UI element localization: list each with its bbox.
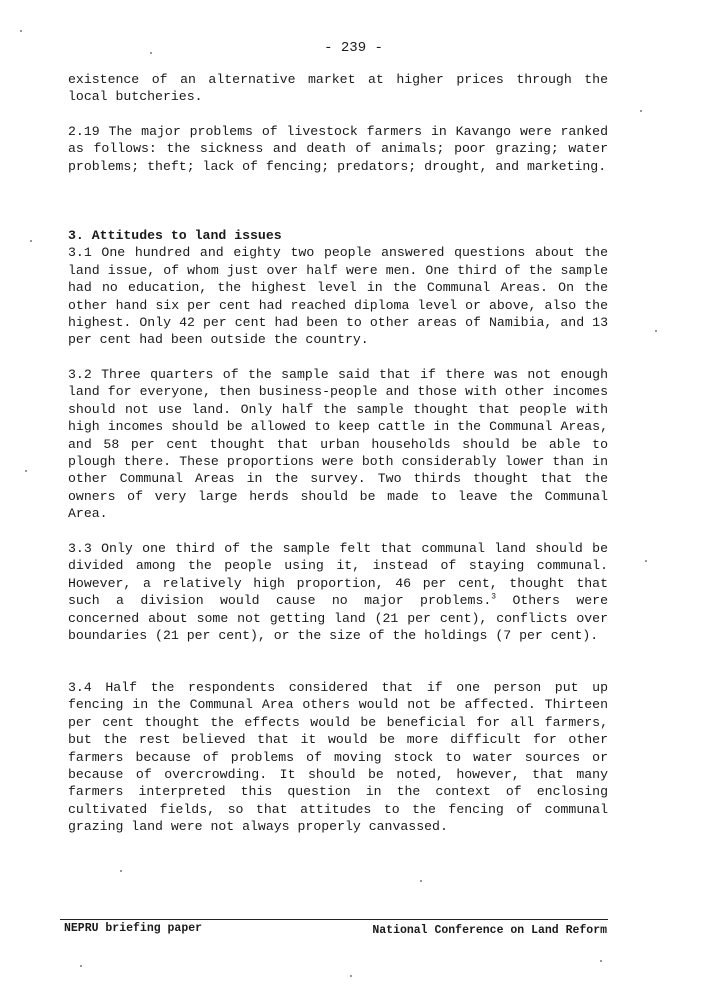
footer-right: National Conference on Land Reform — [372, 924, 607, 937]
page-number: - 239 - — [324, 40, 383, 56]
continuation-text: existence of an alternative market at higher prices through the local butcheries. — [68, 72, 608, 105]
paragraph-3-3-main: 3.3 Only one third of the sample felt that communal land should be divided among the people using it, instead of staying communal. However, a relatively high proportion, 46 per cent, thought that such a division would cause no major problems. — [68, 541, 608, 609]
scan-speck — [640, 110, 642, 112]
scan-speck — [655, 330, 657, 332]
section-3 — [68, 227, 608, 349]
scan-speck — [600, 960, 602, 962]
section-heading: 3. Attitudes to land issues — [68, 228, 282, 243]
scan-speck — [30, 240, 32, 242]
paragraph-3-2 — [68, 366, 608, 523]
footer-rule — [60, 919, 608, 920]
scan-speck — [20, 30, 22, 32]
paragraph-3-4 — [68, 679, 608, 836]
scan-speck — [25, 470, 27, 472]
scan-speck — [420, 880, 422, 882]
paragraph-3-3 — [68, 540, 608, 644]
paragraph-2-19 — [68, 123, 608, 175]
footer-left: NEPRU briefing paper — [64, 922, 203, 935]
paragraph-2-19-text: 2.19 The major problems of livestock farmers in Kavango were ranked as follows: the sickness and death of animals; poor grazing; water problems; theft; lack of fencing; predators; drought, and marketing. — [68, 124, 608, 174]
scan-speck — [80, 965, 82, 967]
scan-speck — [150, 52, 152, 54]
paragraph-3-3-rest: Others were concerned about some not getting land (21 per cent), conflicts over boundaries (21 per cent), or the size of the holdings (7 per cent). — [68, 593, 608, 644]
paragraph-3-3-text — [68, 540, 608, 644]
paragraph-3-4-text: 3.4 Half the respondents considered that if one person put up fencing in the Communal Area others would not be affected. Thirteen per cent thought the effects would be beneficial for all farmers, but the rest believed that it would be more difficult for other farmers because of problems of moving stock to water sources or because of overcrowding. It should be noted, however, that many farmers interpreted this question in the context of enclosing cultivated fields, so that attitudes to the fencing of communal grazing land were not always properly canvassed. — [68, 680, 608, 835]
paragraph-3-1: 3.1 One hundred and eighty two people answered questions about the land issue, of whom just over half were men. One third of the sample had no education, the highest level in the Communal Areas. On the other hand six per cent had reached diploma level or above, also the highest. Only 42 per cent had been to other areas of Namibia, and 13 per cent had been outside the country. — [68, 245, 608, 348]
continuation-paragraph — [68, 71, 608, 106]
scan-speck — [645, 560, 647, 562]
paragraph-3-2-text: 3.2 Three quarters of the sample said that if there was not enough land for everyone, then business-people and those with other incomes should not use land. Only half the sample thought that people with high incomes should be allowed to keep cattle in the Communal Areas, and 58 per cent thought that urban households should be able to plough there. These proportions were both considerably lower than in other Communal Areas in the survey. Two thirds thought that the owners of very large herds should be made to leave the Communal Area. — [68, 367, 608, 522]
footnote-mark: 3 — [491, 592, 497, 602]
scan-speck — [120, 870, 122, 872]
scan-speck — [350, 975, 352, 977]
